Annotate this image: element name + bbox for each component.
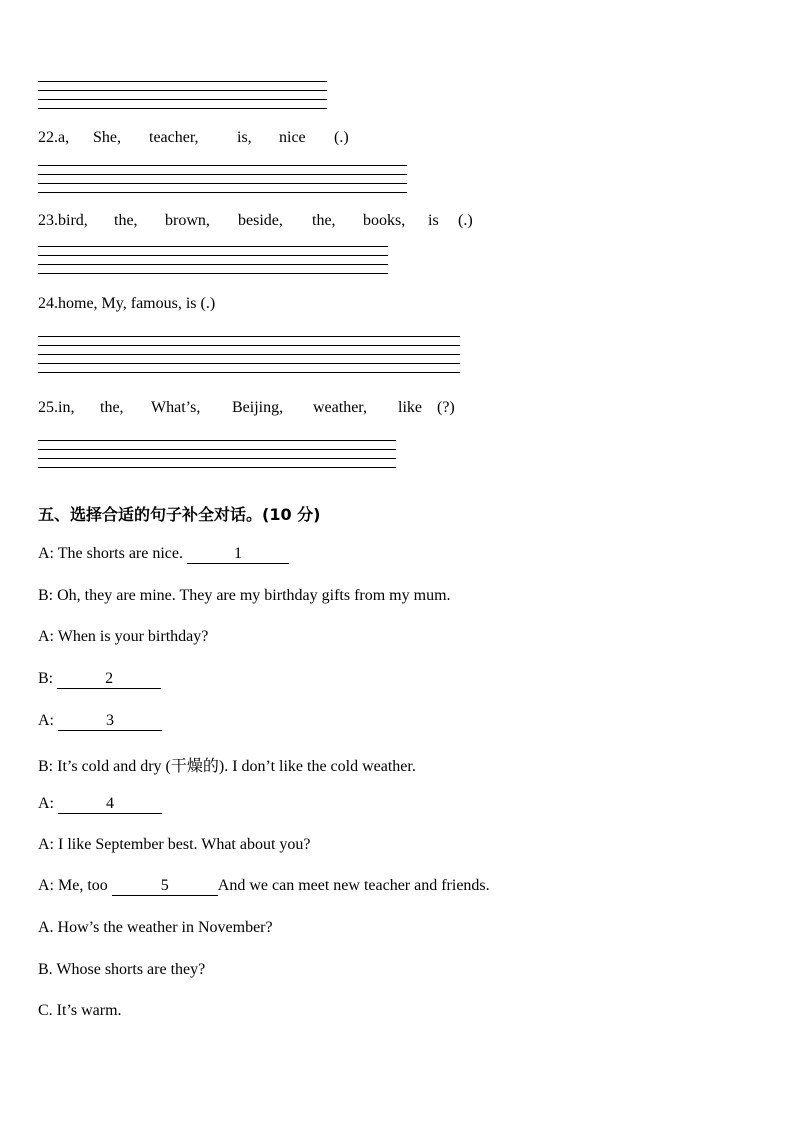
section-5-title: 五、选择合适的句子补全对话。(10 分) bbox=[38, 505, 321, 524]
question-number: 24. bbox=[38, 295, 58, 312]
question-24: 24.home, My, famous, is (.) bbox=[38, 295, 216, 312]
answer-blank-4[interactable]: 4 bbox=[58, 795, 162, 814]
answer-blank-2[interactable]: 2 bbox=[57, 670, 161, 689]
question-23: 23.bird, the, brown, beside, the, books, is (.) bbox=[38, 212, 473, 229]
question-number: 23. bbox=[38, 212, 58, 229]
answer-lines-25[interactable] bbox=[38, 440, 396, 476]
answer-lines-22[interactable] bbox=[38, 165, 407, 201]
dialogue-line-8: A: I like September best. What about you? bbox=[38, 836, 311, 853]
dialogue-line-5: A: 3 bbox=[38, 712, 162, 731]
dialogue-line-2: B: Oh, they are mine. They are my birthday gifts from my mum. bbox=[38, 587, 451, 604]
answer-blank-1[interactable]: 1 bbox=[187, 545, 289, 564]
question-number: 22. bbox=[38, 129, 58, 146]
dialogue-line-3: A: When is your birthday? bbox=[38, 628, 209, 645]
option-b: B. Whose shorts are they? bbox=[38, 961, 206, 978]
option-a: A. How’s the weather in November? bbox=[38, 919, 273, 936]
answer-lines-24[interactable] bbox=[38, 336, 460, 381]
answer-lines-23[interactable] bbox=[38, 246, 388, 282]
answer-blank-3[interactable]: 3 bbox=[58, 712, 162, 731]
option-c: C. It’s warm. bbox=[38, 1002, 122, 1019]
question-number: 25. bbox=[38, 399, 58, 416]
dialogue-line-7: A: 4 bbox=[38, 795, 162, 814]
dialogue-line-1: A: The shorts are nice. 1 bbox=[38, 545, 289, 564]
dialogue-line-4: B: 2 bbox=[38, 670, 161, 689]
answer-lines-21 bbox=[38, 81, 327, 117]
dialogue-line-6: B: It’s cold and dry (干燥的). I don’t like the cold weather. bbox=[38, 758, 416, 775]
question-25: 25.in, the, What’s, Beijing, weather, like (?) bbox=[38, 399, 455, 416]
dialogue-line-9: A: Me, too 5 And we can meet new teacher and friends. bbox=[38, 877, 490, 894]
answer-blank-5[interactable]: 5 bbox=[112, 877, 218, 896]
question-22: 22.a, She, teacher, is, nice (.) bbox=[38, 129, 349, 146]
